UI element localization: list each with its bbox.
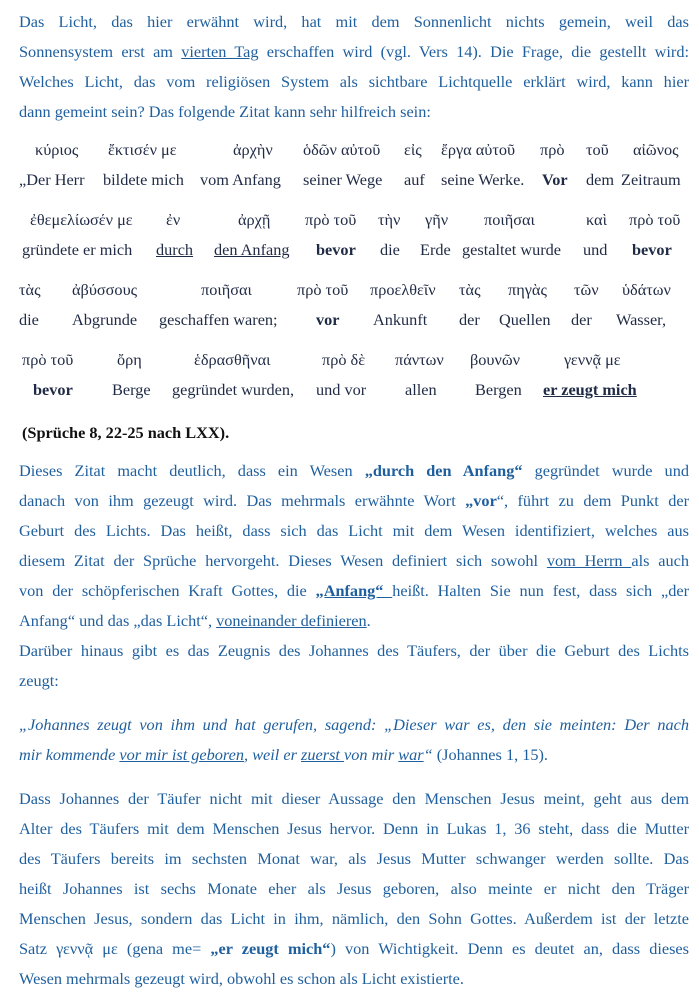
- greek-word: ἔργα αὐτοῦ: [441, 140, 516, 159]
- german-word: die: [380, 240, 400, 259]
- german-word: Quellen: [499, 310, 551, 329]
- german-word: bevor: [33, 380, 73, 399]
- greek-word: πάντων: [395, 350, 444, 369]
- text-run: (Johannes 1, 15).: [436, 745, 548, 764]
- text-run: Alter des Täufers mit dem Menschen Jesus hervor. Denn in Lukas 1, 36 steht, dass die Mutter: [19, 819, 689, 838]
- text-run: Wesen mehrmals gezeugt wird, obwohl es schon als Licht existierte.: [19, 969, 464, 988]
- text-run: “: [423, 745, 437, 764]
- text-run: Satz γεννᾷ με (gena me=: [19, 939, 211, 958]
- paragraph-explanation: [19, 456, 689, 636]
- text-run: .: [366, 611, 371, 630]
- greek-word: πρὸ τοῦ: [297, 280, 349, 299]
- greek-word: πρὸ: [540, 140, 565, 159]
- text-run: “, führt zu dem Punkt der: [496, 491, 689, 510]
- greek-word: τῶν: [574, 280, 599, 299]
- greek-word: ἀρχὴν: [233, 140, 273, 159]
- german-word: bevor: [632, 240, 672, 259]
- text-line: [19, 606, 689, 636]
- greek-word: βουνῶν: [470, 350, 520, 369]
- text-run: erschaffen wird (vgl. Vers 14). Die Frage, die gestellt wird:: [258, 42, 690, 61]
- text-run: Darüber hinaus gibt es das Zeugnis des Johannes des Täufers, der über die Geburt des Lichts: [19, 641, 689, 660]
- text-run: dann gemeint sein? Das folgende Zitat kann sehr hilfreich sein:: [19, 102, 431, 121]
- text-run: zuerst: [301, 745, 345, 764]
- text-run: Dieses Zitat macht deutlich, dass ein Wesen: [19, 461, 365, 480]
- text-run: als auch: [631, 551, 689, 570]
- german-word: Bergen: [475, 380, 522, 399]
- greek-word: πρὸ τοῦ: [305, 210, 357, 229]
- text-run: Menschen Jesus, sondern das Licht in ihm, nämlich, den Sohn Gottes. Außerdem ist der letzte: [19, 909, 689, 928]
- text-run: „durch den Anfang“: [364, 461, 523, 480]
- german-row-4: [0, 380, 699, 404]
- greek-word: ἔκτισέν με: [108, 140, 177, 159]
- german-word: gründete er mich: [22, 240, 133, 259]
- german-word: bevor: [316, 240, 356, 259]
- text-run: des Täufers bereits im sechsten Monat war, als Jesus Mutter schwanger werden sollte. Das: [19, 849, 689, 868]
- text-line: [19, 456, 689, 486]
- text-line: [19, 784, 689, 814]
- text-line: [19, 814, 689, 844]
- german-word: bildete mich: [103, 170, 184, 189]
- text-line: [19, 964, 689, 994]
- text-line: [19, 710, 689, 740]
- text-line: [19, 874, 689, 904]
- text-run: heißt Johannes ist sechs Monate eher als Jesus geboren, also meinte er nicht den Träger: [19, 879, 689, 898]
- german-word: Berge: [112, 380, 151, 399]
- text-run: war: [398, 745, 424, 764]
- german-word: den Anfang: [214, 240, 290, 259]
- greek-word: καὶ: [586, 210, 607, 229]
- source-citation: (Sprüche 8, 22-25 nach LXX).: [22, 423, 230, 442]
- german-word: geschaffen waren;: [159, 310, 278, 329]
- greek-word: ἀβύσσους: [72, 280, 138, 299]
- greek-word: τὰς: [19, 280, 41, 299]
- text-line: [19, 516, 689, 546]
- greek-word: κύριος: [35, 140, 79, 159]
- text-run: Das Licht, das hier erwähnt wird, hat mit dem Sonnenlicht nichts gemein, weil das: [19, 12, 689, 31]
- text-run: danach von ihm gezeugt wird. Das mehrmals erwähnte Wort: [19, 491, 466, 510]
- greek-word: αἰῶνος: [633, 140, 679, 159]
- text-line: [19, 934, 689, 964]
- text-run: „er zeugt mich“: [210, 939, 331, 958]
- greek-word: τοῦ: [586, 140, 609, 159]
- text-run: von der schöpferischen Kraft Gottes, die: [19, 581, 316, 600]
- greek-row-2: [0, 210, 699, 234]
- german-word: Vor: [542, 170, 568, 189]
- german-word: Ankunft: [373, 310, 428, 329]
- greek-word: ἀρχῇ: [238, 210, 271, 229]
- text-run: , weil er: [244, 745, 302, 764]
- german-word: allen: [405, 380, 437, 399]
- text-run: „Anfang“: [315, 581, 393, 600]
- text-line: [19, 486, 689, 516]
- text-run: vom Herrn: [546, 551, 632, 570]
- text-run: „Johannes zeugt von ihm und hat gerufen, sagend: „Dieser war es, den sie meinten: Der nach: [19, 715, 689, 734]
- greek-row-3: [0, 280, 699, 304]
- greek-word: πηγὰς: [508, 280, 547, 299]
- greek-word: γῆν: [425, 210, 449, 229]
- text-line: [19, 546, 689, 576]
- german-word: seiner Wege: [303, 170, 383, 189]
- german-word: Wasser,: [616, 310, 667, 329]
- text-run: Anfang“ und das „das Licht“,: [19, 611, 217, 630]
- greek-word: πρὸ τοῦ: [22, 350, 74, 369]
- greek-word: τὰς: [459, 280, 481, 299]
- greek-word: ὄρη: [117, 350, 142, 369]
- text-run: mir kommende: [19, 745, 120, 764]
- greek-word: ὑδάτων: [622, 280, 671, 299]
- german-word: Abgrunde: [72, 310, 138, 329]
- german-word: dem: [586, 170, 615, 189]
- german-word: und: [583, 240, 608, 259]
- german-word: und vor: [316, 380, 367, 399]
- german-word: Zeitraum: [621, 170, 681, 189]
- german-row-1: [0, 170, 699, 194]
- text-run: voneinander definieren: [216, 611, 367, 630]
- greek-word: ἑδρασθῆναι: [194, 350, 271, 369]
- greek-row-4: [0, 350, 699, 374]
- text-run: Geburt des Lichts. Das heißt, dass sich das Licht mit dem Wesen identifiziert, welches aus: [19, 521, 689, 540]
- german-word: vor: [316, 310, 340, 329]
- german-word: seine Werke.: [441, 170, 525, 189]
- german-word: der: [571, 310, 592, 329]
- paragraph-john-quote: [19, 710, 689, 770]
- text-run: diesem Zitat der Sprüche hervorgeht. Dieses Wesen definiert sich sowohl: [19, 551, 547, 570]
- text-run: zeugt:: [19, 671, 59, 690]
- text-line: [19, 636, 689, 666]
- text-run: Sonnensystem erst am: [19, 42, 182, 61]
- text-run: Welches Licht, das vom religiösen System als sichtbare Lichtquelle erklärt wird, kann hier: [19, 72, 689, 91]
- german-row-3: [0, 310, 699, 334]
- greek-word: προελθεῖν: [370, 280, 436, 299]
- greek-word: γεννᾷ με: [564, 350, 621, 369]
- german-word: „Der Herr: [19, 170, 85, 189]
- text-line: [19, 576, 689, 606]
- german-word: gegründet wurden,: [172, 380, 295, 399]
- text-run: heißt. Halten Sie nun fest, dass sich „der: [392, 581, 689, 600]
- greek-word: ὁδῶν αὐτοῦ: [303, 140, 381, 159]
- german-row-2: [0, 240, 699, 264]
- text-line: [19, 666, 689, 696]
- greek-word: πρὸ τοῦ: [629, 210, 681, 229]
- greek-word: ποιῆσαι: [201, 280, 252, 299]
- german-word: der: [459, 310, 480, 329]
- text-line: [19, 844, 689, 874]
- greek-word: ποιῆσαι: [484, 210, 535, 229]
- greek-word: πρὸ δὲ: [322, 350, 366, 369]
- german-word: Erde: [420, 240, 451, 259]
- german-word: die: [19, 310, 39, 329]
- paragraph-conclusion: [19, 784, 689, 994]
- text-run: Dass Johannes der Täufer nicht mit dieser Aussage den Menschen Jesus meint, geht aus dem: [19, 789, 689, 808]
- text-run: ) von Wichtigkeit. Denn es deutet an, dass dieses: [330, 939, 689, 958]
- greek-row-1: [0, 140, 699, 164]
- text-run: vierten Tag: [181, 42, 259, 61]
- german-word: gestaltet wurde: [462, 240, 562, 259]
- greek-word: εἰς: [404, 140, 422, 159]
- german-word: er zeugt mich: [543, 380, 637, 399]
- text-line: [19, 904, 689, 934]
- paragraph-testimony: [19, 636, 689, 696]
- text-line: [19, 740, 689, 770]
- greek-word: ἐθεμελίωσέν με: [30, 210, 133, 229]
- german-word: auf: [404, 170, 425, 189]
- german-word: vom Anfang: [200, 170, 281, 189]
- text-run: vor mir ist geboren: [119, 745, 245, 764]
- text-run: gegründet wurde und: [522, 461, 689, 480]
- greek-word: τὴν: [378, 210, 401, 229]
- german-word: durch: [156, 240, 194, 259]
- text-run: „vor: [465, 491, 497, 510]
- greek-word: ἐν: [166, 210, 181, 229]
- text-run: von mir: [344, 745, 399, 764]
